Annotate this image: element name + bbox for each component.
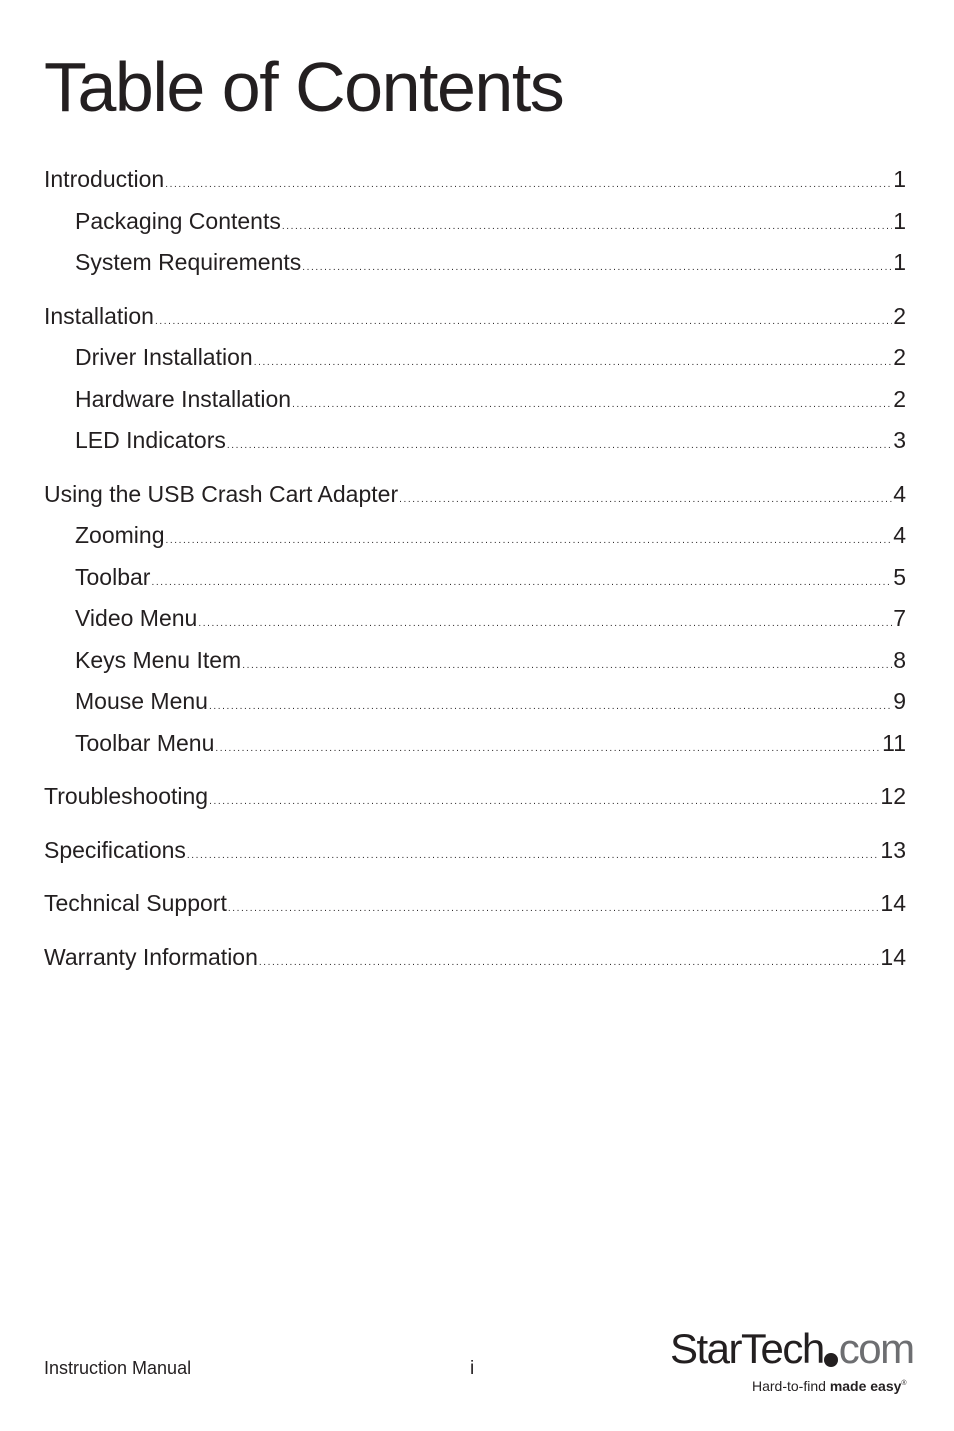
- toc-entry-page: 4: [893, 522, 906, 548]
- toc-entry-page: 14: [880, 890, 906, 916]
- footer-document-name: Instruction Manual: [44, 1358, 192, 1378]
- table-of-contents: [44, 162, 906, 981]
- dot-leader: [282, 220, 892, 234]
- toc-entry-toolbar[interactable]: [44, 560, 906, 602]
- toc-entry-page: 1: [893, 166, 906, 192]
- toc-entry-technical-support[interactable]: [44, 886, 906, 928]
- toc-entry-label: Specifications: [44, 836, 186, 863]
- toc-entry-label: Keys Menu Item: [75, 646, 242, 673]
- toc-entry-page: 2: [893, 385, 906, 412]
- toc-entry-driver-installation[interactable]: [44, 340, 906, 382]
- toc-entry-page: 9: [893, 688, 906, 714]
- registered-mark: ®: [901, 1380, 907, 1387]
- toc-entry-label: Installation: [44, 302, 154, 329]
- dot-leader: [209, 700, 892, 714]
- dot-leader: [209, 795, 879, 809]
- toc-entry-label: Toolbar Menu: [75, 729, 215, 756]
- logo-tagline: [752, 1378, 907, 1394]
- toc-entry-warranty-information[interactable]: [44, 940, 906, 982]
- toc-entry-page: 5: [893, 563, 906, 590]
- dot-leader: [292, 398, 892, 412]
- dot-leader: [254, 356, 893, 370]
- toc-entry-mouse-menu[interactable]: [44, 684, 906, 726]
- toc-entry-page: 2: [893, 302, 906, 329]
- dot-leader: [228, 902, 880, 916]
- toc-entry-hardware-installation[interactable]: [44, 382, 906, 424]
- toc-entry-zooming[interactable]: [44, 518, 906, 560]
- toc-entry-page: 1: [893, 207, 906, 234]
- page-title: Table of Contents: [44, 48, 564, 126]
- toc-entry-page: 1: [893, 249, 906, 275]
- dot-leader: [151, 576, 892, 590]
- dot-leader: [187, 849, 879, 863]
- dot-leader: [215, 742, 881, 756]
- toc-entry-page: 14: [880, 943, 906, 970]
- toc-entry-installation[interactable]: [44, 299, 906, 341]
- toc-entry-label: Introduction: [44, 166, 165, 192]
- toc-entry-label: System Requirements: [75, 249, 302, 275]
- dot-leader: [155, 315, 892, 329]
- toc-entry-label: Video Menu: [75, 605, 198, 631]
- dot-leader: [259, 956, 880, 970]
- footer-page-number: i: [470, 1358, 475, 1379]
- toc-entry-label: LED Indicators: [75, 427, 226, 453]
- dot-leader: [165, 178, 892, 192]
- logo-dot-icon: [824, 1353, 838, 1367]
- dot-leader: [399, 493, 892, 507]
- toc-entry-page: 2: [893, 344, 906, 370]
- toc-entry-label: Using the USB Crash Cart Adapter: [44, 480, 399, 507]
- toc-entry-page: 12: [880, 783, 906, 809]
- toc-entry-introduction[interactable]: [44, 162, 906, 204]
- toc-entry-toolbar-menu[interactable]: [44, 726, 906, 768]
- logo-brand-suffix: com: [838, 1325, 914, 1372]
- toc-entry-label: Hardware Installation: [75, 385, 292, 412]
- toc-entry-packaging-contents[interactable]: [44, 204, 906, 246]
- logo-brand-prefix: StarTech: [670, 1325, 824, 1372]
- toc-entry-label: Toolbar: [75, 563, 151, 590]
- toc-entry-label: Technical Support: [44, 890, 227, 916]
- dot-leader: [165, 534, 892, 548]
- toc-entry-label: Troubleshooting: [44, 783, 209, 809]
- toc-entry-label: Mouse Menu: [75, 688, 208, 714]
- logo-tagline-plain: Hard-to-find: [752, 1378, 830, 1394]
- toc-entry-page: 4: [893, 480, 906, 507]
- toc-entry-label: Packaging Contents: [75, 207, 281, 234]
- toc-entry-keys-menu-item[interactable]: [44, 643, 906, 685]
- toc-entry-page: 8: [893, 646, 906, 673]
- logo-wordmark: [670, 1326, 914, 1372]
- toc-entry-page: 3: [893, 427, 906, 453]
- toc-entry-troubleshooting[interactable]: [44, 779, 906, 821]
- toc-entry-label: Zooming: [75, 522, 165, 548]
- toc-entry-video-menu[interactable]: [44, 601, 906, 643]
- toc-entry-led-indicators[interactable]: [44, 423, 906, 465]
- startech-logo: [670, 1326, 920, 1398]
- toc-entry-using-adapter[interactable]: [44, 477, 906, 519]
- toc-entry-label: Driver Installation: [75, 344, 253, 370]
- toc-entry-page: 13: [880, 836, 906, 863]
- dot-leader: [227, 439, 892, 453]
- dot-leader: [302, 261, 892, 275]
- toc-entry-page: 11: [882, 729, 906, 756]
- dot-leader: [198, 617, 892, 631]
- dot-leader: [242, 659, 892, 673]
- toc-entry-system-requirements[interactable]: [44, 245, 906, 287]
- toc-entry-label: Warranty Information: [44, 943, 258, 970]
- logo-tagline-bold: made easy: [829, 1378, 902, 1394]
- toc-entry-specifications[interactable]: [44, 833, 906, 875]
- toc-entry-page: 7: [893, 605, 906, 631]
